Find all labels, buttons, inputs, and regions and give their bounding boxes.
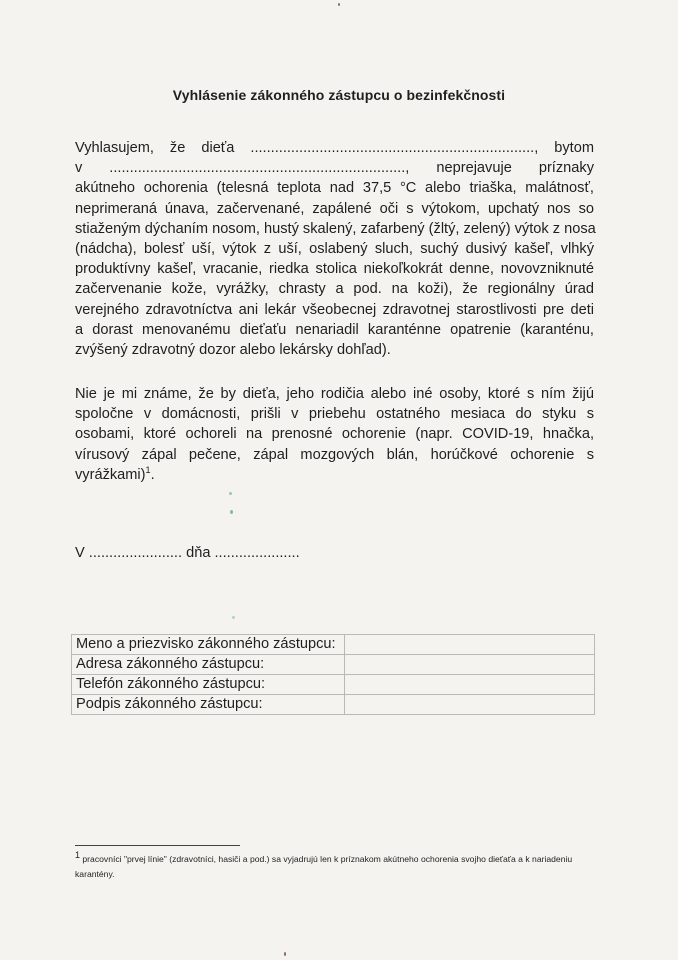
paragraph-line: verejného zdravotníctva ani lekár všeobecnej zdravotnej starostlivosti pre deti [75,301,594,318]
paper-speck [229,492,232,495]
document-title: Vyhlásenie zákonného zástupcu o bezinfekčnosti [172,87,506,103]
paragraph-line: zvýšený zdravotný dozor alebo lekársky dohľad). [75,342,391,359]
paper-speck [230,510,233,514]
paragraph-line: a dorast menovanému dieťaťu nenariadil karanténne opatrenie (karanténu, [75,321,594,338]
guardian-info-table [71,634,595,715]
paper-speck [232,616,235,619]
guardian-name-label: Meno a priezvisko zákonného zástupcu: [72,635,345,655]
place-date-line[interactable]: V ....................... dňa ..................... [75,545,300,561]
footnote-text: pracovníci "prvej línie" (zdravotníci, hasiči a pod.) sa vyjadrujú len k príznakom akútneho ochorenia svojho dieťaťa a k nariadeniu karantény. [75,854,573,879]
table-row [72,675,595,695]
paragraph-line: vírusový zápal pečene, zápal mozgových blán, horúčkové ochorenie s [75,446,594,463]
paragraph-line-last: vyrážkami)$^1$. [75,464,155,483]
footnote-reference: 1 [145,464,151,475]
paragraph-line: spoločne v domácnosti, prišli v priebehu ostatného mesiaca do styku s [75,406,594,423]
paragraph-contact-statement [75,384,594,485]
guardian-name-field[interactable] [345,635,595,655]
guardian-phone-field[interactable] [345,675,595,695]
paper-speck [284,952,286,956]
table-row [72,695,595,715]
guardian-signature-field[interactable] [345,695,595,715]
paragraph-line: produktívny kašeľ, vracanie, riedka stolica niekoľkokrát denne, novovzniknuté [75,261,594,278]
guardian-phone-label: Telefón zákonného zástupcu: [72,675,345,695]
paragraph-line: Vyhlasujem, že dieťa ......................................................................, bytom [75,140,594,156]
paragraph-line: v ........................................................................., neprejavuje príznaky [75,160,594,177]
paper-speck [338,3,340,6]
paragraph-line: osobami, ktoré ochoreli na prenosné ochorenie (napr. COVID-19, hnačka, [75,426,594,443]
footnote-mark: 1 [75,850,81,861]
guardian-address-field[interactable] [345,655,595,675]
footnote-divider [75,845,240,846]
paragraph-line: akútneho ochorenia (telesná teplota nad 37,5 °C alebo triaška, malátnosť, [75,180,594,197]
paragraph-declaration [75,138,594,360]
paragraph-line: stiaženým dýchaním nosom, hustý skalený, zafarbený (žltý, zelený) výtok z nosa [75,220,596,237]
guardian-address-label: Adresa zákonného zástupcu: [72,655,345,675]
paragraph-line: Nie je mi známe, že by dieťa, jeho rodičia alebo iné osoby, ktoré s ním žijú [75,386,594,402]
table-row [72,655,595,675]
paragraph-line: (nádcha), bolesť uší, výtok z uší, oslabený sluch, suchý dusivý kašeľ, vlhký [75,241,594,258]
footnote [75,852,595,882]
table-row [72,635,595,655]
guardian-signature-label: Podpis zákonného zástupcu: [72,695,345,715]
paragraph-last-text: vyrážkami) [75,466,146,483]
paragraph-line: začervenanie kože, vyrážky, chrasty a pod. na koži), že regionálny úrad [75,281,594,298]
paragraph-line: neprimeraná únava, začervenané, zapálené oči s výtokom, upchatý nos so [75,200,594,217]
